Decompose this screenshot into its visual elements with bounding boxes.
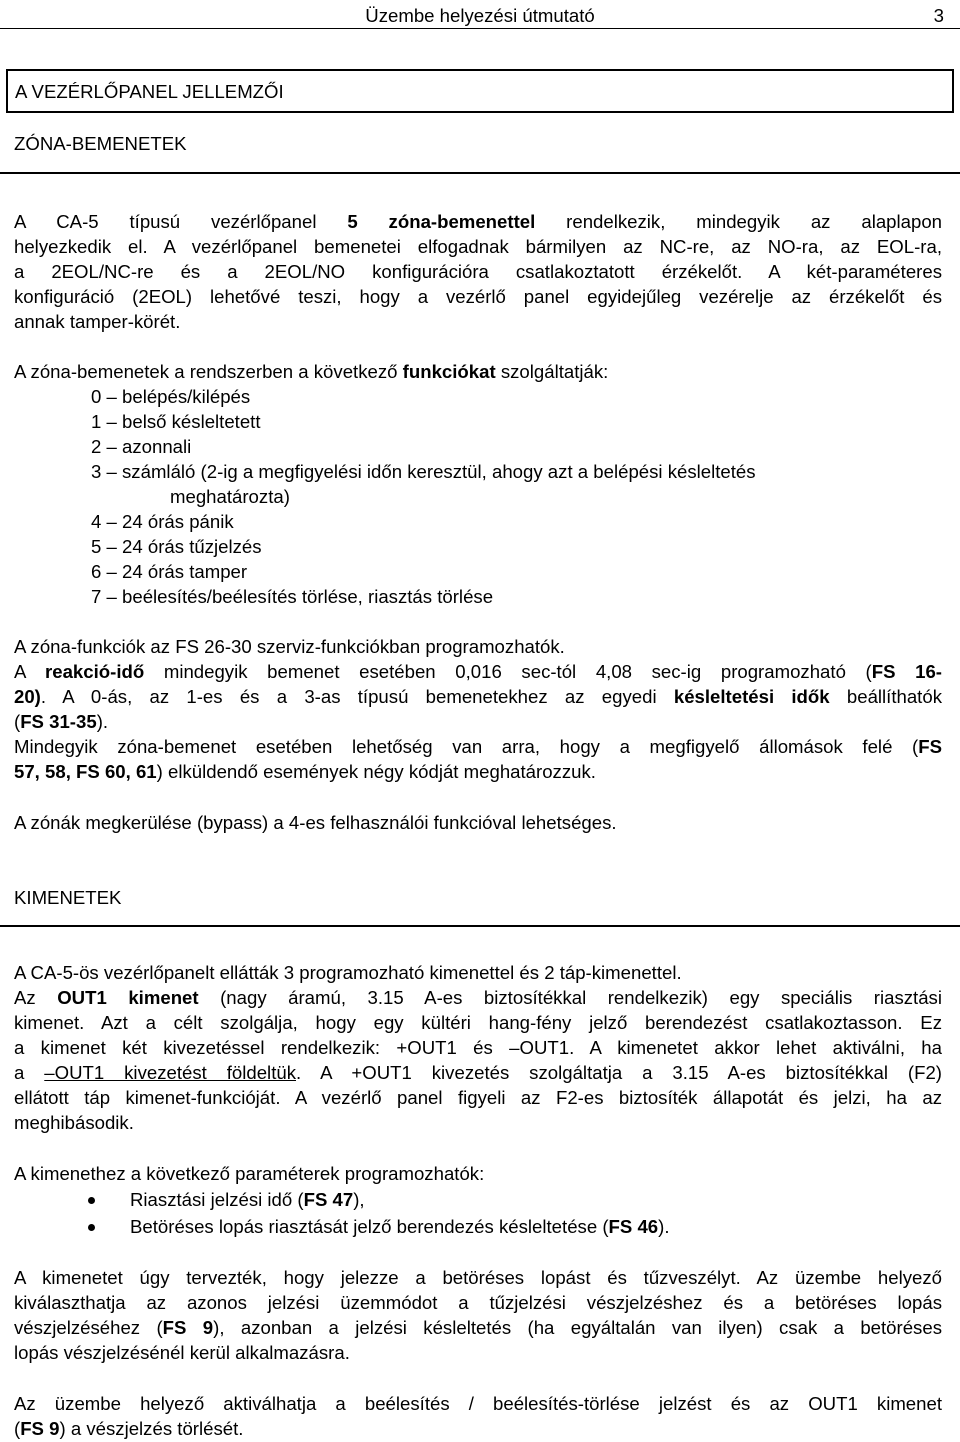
paragraph-line: konfiguráció (2EOL) lehetővé teszi, hogy a vezérlő panel egyidejűleg vezérelje az érzékelőt és bbox=[14, 286, 942, 307]
function-item: 1 – belső késleltetett bbox=[91, 411, 261, 432]
arming-signal-paragraph bbox=[14, 1391, 942, 1441]
event-codes-paragraph bbox=[14, 734, 942, 784]
function-item: 4 – 24 órás pánik bbox=[91, 511, 234, 532]
bullet-icon bbox=[88, 1224, 95, 1231]
reaction-time-paragraph bbox=[14, 659, 942, 734]
signal-mode-paragraph bbox=[14, 1265, 942, 1365]
function-item: 0 – belépés/kilépés bbox=[91, 386, 251, 407]
paragraph-line: ellátott táp kimenet-funkcióját. A vezérlő panel figyeli az F2-es biztosíték állapotát és jelzi, ha az bbox=[14, 1087, 942, 1108]
paragraph-line: kiválaszthatja az azonos jelzési üzemmódot a tűzjelzési vészjelzéshez és a betöréses lopás bbox=[14, 1292, 942, 1313]
section-title-box bbox=[6, 69, 954, 113]
function-item: 6 – 24 órás tamper bbox=[91, 561, 248, 582]
paragraph-line: vészjelzéséhez (FS 9), azonban a jelzési késleltetés (ha egyáltalán van ilyen) csak a betöréses bbox=[14, 1317, 942, 1338]
functions-intro: A zóna-bemenetek a rendszerben a következő funkciókat szolgáltatják: bbox=[14, 361, 609, 382]
bypass-paragraph: A zónák megkerülése (bypass) a 4-es felhasználói funkcióval lehetséges. bbox=[14, 812, 617, 833]
bullet-icon bbox=[88, 1197, 95, 1204]
paragraph-line: annak tamper-körét. bbox=[14, 311, 181, 332]
out1-paragraph bbox=[14, 985, 942, 1135]
paragraph-line: A kimenetet úgy tervezték, hogy jelezze a betöréses lopást és tűzveszélyt. Az üzembe helyező bbox=[14, 1267, 942, 1288]
paragraph-line: Az OUT1 kimenet (nagy áramú, 3.15 A-es biztosítékkal rendelkezik) egy speciális riasztási bbox=[14, 987, 942, 1008]
header-rule bbox=[0, 28, 960, 29]
paragraph-line: meghibásodik. bbox=[14, 1112, 134, 1133]
function-item: 5 – 24 órás tűzjelzés bbox=[91, 536, 262, 557]
function-item: 7 – beélesítés/beélesítés törlése, riasztás törlése bbox=[91, 586, 494, 607]
paragraph-line: A CA-5 típusú vezérlőpanel 5 zóna-bemenettel rendelkezik, mindegyik az alaplapon bbox=[14, 211, 943, 232]
zones-heading: ZÓNA-BEMENETEK bbox=[14, 133, 187, 154]
page-number: 3 bbox=[933, 5, 944, 26]
params-intro: A kimenethez a következő paraméterek programozhatók: bbox=[14, 1163, 485, 1184]
paragraph-line: Mindegyik zóna-bemenet esetében lehetőség van arra, hogy a megfigyelő állomások felé (FS bbox=[14, 736, 942, 757]
page-header bbox=[16, 3, 944, 28]
paragraph-line: 20). A 0-ás, az 1-es és a 3-as típusú bemenetekhez az egyedi késleltetési idők beállíthatók bbox=[14, 686, 942, 707]
paragraph-line: (FS 9) a vészjelzés törlését. bbox=[14, 1418, 244, 1439]
outputs-intro-paragraph: A CA-5-ös vezérlőpanelt ellátták 3 programozható kimenettel és 2 táp-kimenettel. bbox=[14, 962, 682, 983]
paragraph-line: helyezkedik el. A vezérlőpanel bemenetei elfogadnak bármilyen az NC-re, az NO-ra, az EOL-ra, bbox=[14, 236, 942, 257]
paragraph-line: a kimenet két kivezetéssel rendelkezik: +OUT1 és –OUT1. A kimenetet akkor lehet aktiválni, ha bbox=[14, 1037, 942, 1058]
paragraph-line: lopás vészjelzésénél kerül alkalmazásra. bbox=[14, 1342, 350, 1363]
function-item: 3 – számláló (2-ig a megfigyelési időn keresztül, ahogy azt a belépési késleltetés meghatározta) bbox=[91, 461, 756, 507]
document-page: Üzembe helyezési útmutató 3 A VEZÉRLŐPANEL JELLEMZŐI ZÓNA-BEMENETEK A CA-5 típusú vezérlőpanel 5 zóna-bemenettel rendelkezik, mindegyik az alaplapon helyezkedik el. A vezérlőpanel bemenetei elfogadnak bármilyen az NC-re, az NO-ra, az EOL-ra, a 2EOL/NC-re és a 2EOL/NO konfigurációra csatlakoztatott érzékelőt. A két-paraméteres konfiguráció (2EOL) lehetővé teszi, hogy a vezérlő panel egyidejűleg vezérelje az érzékelőt és annak tamper-körét. A zóna-bemenetek a rendszerben a következő funkciókat szolgáltatják: 0 – belépés/kilépés 1 – belső késleltetett 2 – azonnali 3 – számláló (2-ig a megfigyelési időn keresztül, ahogy azt a belépési késleltetés meghatározta) 4 – 24 órás pánik 5 – 24 órás tűzjelzés 6 – 24 órás tamper 7 – beélesítés/beélesítés törlése, riasztás törlése A zóna-funkciók az FS 26-30 szerviz-funkciókban programozhatók. A reakció-idő mindegyik bemenet esetében 0,016 sec-tól 4,08 sec-ig programozható (FS 16- 20). A 0-ás, az 1-es és a 3-as típusú bemenetekhez az egyedi késleltetési idők beállíthatók (FS 31-35). Mindegyik zóna-bemenet esetében lehetőség van arra, hogy a megfigyelő állomások felé (FS 57, 58, FS 60, 61) elküldendő események négy kódját meghatározzuk. A zónák megkerülése (bypass) a 4-es felhasználói funkcióval lehetséges. KIMENETEK A CA-5-ös vezérlőpanelt ellátták 3 programozható kimenettel és 2 táp-kimenettel. Az OUT1 kimenet (nagy áramú, 3.15 A-es biztosítékkal rendelkezik) egy speciális riasztási kimenet. Azt a célt szolgálja, hogy egy kültéri hang-fény jelző berendezést csatlakoztasson. Ez a kimenet két kivezetéssel rendelkezik: +OUT1 és –OUT1. A kimenetet akkor lehet aktiválni, ha a –OUT1 kivezetést földeltük. A +OUT1 kivezetés szolgáltatja a 3.15 A-es biztosítékkal (F2) ellátott táp kimenet-funkcióját. A vezérlő panel figyeli az F2-es biztosíték állapotát és jelzi, ha az meghibásodik. A kimenethez a következő paraméterek programozhatók: Riasztási jelzési idő (FS 47), Betöréses lopás riasztását jelző berendezés késleltetése (FS 46). A kimenetet úgy tervezték, hogy jelezze a betöréses lopást és tűzveszélyt. Az üzembe helyező kiválaszthatja az azonos jelzési üzemmódot a tűzjelzési vészjelzéshez és a betöréses lopás vészjelzéséhez (FS 9), azonban a jelzési késleltetés (ha egyáltalán van ilyen) csak a betöréses lopás vészjelzésénél kerül alkalmazásra. Az üzembe helyező aktiválhatja a beélesítés / beélesítés-törlése jelzést és az OUT1 kimenet (FS 9) a vészjelzés törlését. bbox=[0, 0, 960, 1442]
header-title: Üzembe helyezési útmutató bbox=[365, 5, 595, 26]
paragraph-line: A reakció-idő mindegyik bemenet esetében 0,016 sec-tól 4,08 sec-ig programozható (FS 16- bbox=[14, 661, 942, 682]
paragraph-line: kimenet. Azt a célt szolgálja, hogy egy kültéri hang-fény jelző berendezést csatlakoztasson. Ez bbox=[14, 1012, 942, 1033]
paragraph-line: 57, 58, FS 60, 61) elküldendő események négy kódját meghatározzuk. bbox=[14, 761, 596, 782]
section-divider bbox=[0, 925, 960, 927]
section-title: A VEZÉRLŐPANEL JELLEMZŐI bbox=[15, 81, 284, 102]
paragraph-line: Az üzembe helyező aktiválhatja a beélesítés / beélesítés-törlése jelzést és az OUT1 kimenet bbox=[14, 1393, 942, 1414]
zones-intro-paragraph bbox=[14, 209, 942, 334]
paragraph-line: a –OUT1 kivezetést földeltük. A +OUT1 kivezetés szolgáltatja a 3.15 A-es biztosítékkal (F2) bbox=[14, 1062, 942, 1083]
paragraph-line: (FS 31-35). bbox=[14, 711, 109, 732]
paragraph-line: a 2EOL/NC-re és a 2EOL/NO konfigurációra csatlakoztatott érzékelőt. A két-paraméteres bbox=[14, 261, 942, 282]
function-item: 2 – azonnali bbox=[91, 436, 192, 457]
section-divider bbox=[0, 172, 960, 174]
zone-function-fs-paragraph: A zóna-funkciók az FS 26-30 szerviz-funkciókban programozhatók. bbox=[14, 636, 565, 657]
outputs-heading: KIMENETEK bbox=[14, 887, 122, 908]
